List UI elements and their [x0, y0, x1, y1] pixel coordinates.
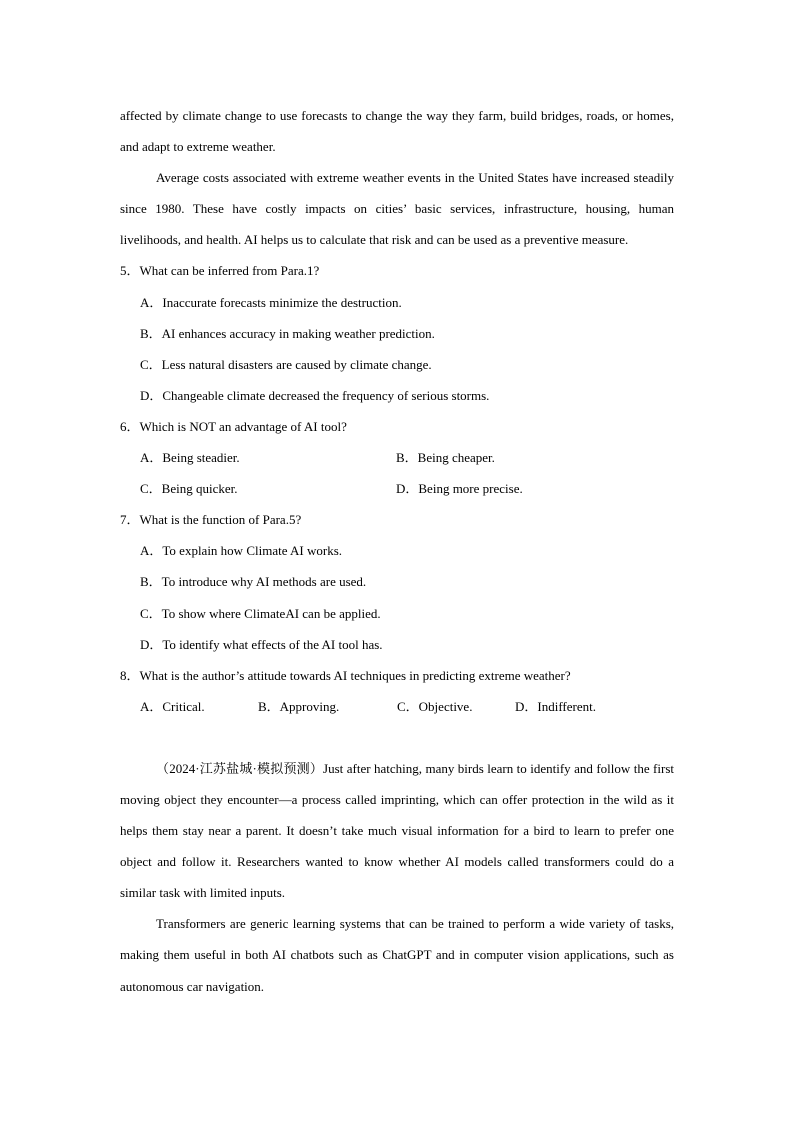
question-6-stem: 6．Which is NOT an advantage of AI tool? — [120, 418, 347, 434]
question-7-option-d: D．To identify what effects of the AI tool has. — [140, 636, 383, 652]
question-6-option-d: D．Being more precise. — [396, 481, 523, 497]
page-content — [120, 100, 674, 1002]
question-7-option-b: B．To introduce why AI methods are used. — [140, 574, 367, 590]
question-8-option-b: B．Approving. — [258, 698, 340, 714]
question-8-option-c: C．Objective. — [397, 698, 473, 714]
question-5-option-d: D．Changeable climate decreased the frequency of serious storms. — [140, 387, 490, 403]
question-8 — [120, 660, 674, 722]
passage2-paragraph-1: （2024·江苏盐城·模拟预测）Just after hatching, many birds learn to identify and follow the first moving object they encounter—a process called imprinting, which can offer protection in the wild as it helps them stay near a parent. It doesn’t take much visual information for a bird to learn to prefer one object and follow it. Researchers wanted to know whether AI models called transformers could do a similar task with limited inputs. — [120, 760, 674, 901]
question-7-option-a: A．To explain how Climate AI works. — [140, 543, 343, 559]
question-8-option-d: D．Indifferent. — [515, 698, 596, 714]
passage2-paragraph-2: Transformers are generic learning systems that can be trained to perform a wide variety of tasks, making them useful in both AI chatbots such as ChatGPT and in computer vision applications, such as autonomous car navigation. — [120, 916, 674, 994]
question-8-stem: 8．What is the author’s attitude towards AI techniques in predicting extreme weather? — [120, 667, 571, 683]
question-5 — [120, 255, 674, 410]
question-7 — [120, 504, 674, 659]
question-5-stem: 5．What can be inferred from Para.1? — [120, 263, 320, 279]
question-6-option-c: C．Being quicker. — [140, 481, 238, 497]
question-6-option-b: B．Being cheaper. — [396, 450, 495, 466]
question-6-options-row-2 — [140, 473, 674, 504]
question-6-option-a: A．Being steadier. — [140, 450, 240, 466]
question-5-option-b: B．AI enhances accuracy in making weather prediction. — [140, 325, 435, 341]
question-6 — [120, 411, 674, 504]
question-6-options-row-1 — [140, 442, 674, 473]
question-8-option-a: A．Critical. — [140, 698, 205, 714]
question-7-option-c: C．To show where ClimateAI can be applied. — [140, 605, 381, 621]
passage1-paragraph-1: affected by climate change to use forecasts to change the way they farm, build bridges, roads, or homes, and adapt to extreme weather. — [120, 108, 674, 155]
passage1-paragraph-2: Average costs associated with extreme weather events in the United States have increased steadily since 1980. These have costly impacts on cities’ basic services, infrastructure, housing, human livelihoods, and health. AI helps us to calculate that risk and can be used as a preventive measure. — [120, 170, 674, 248]
question-8-options-row — [140, 691, 674, 722]
question-5-option-c: C．Less natural disasters are caused by climate change. — [140, 356, 432, 372]
question-7-stem: 7．What is the function of Para.5? — [120, 512, 302, 528]
section-gap — [120, 722, 674, 753]
question-5-option-a: A．Inaccurate forecasts minimize the destruction. — [140, 294, 402, 310]
